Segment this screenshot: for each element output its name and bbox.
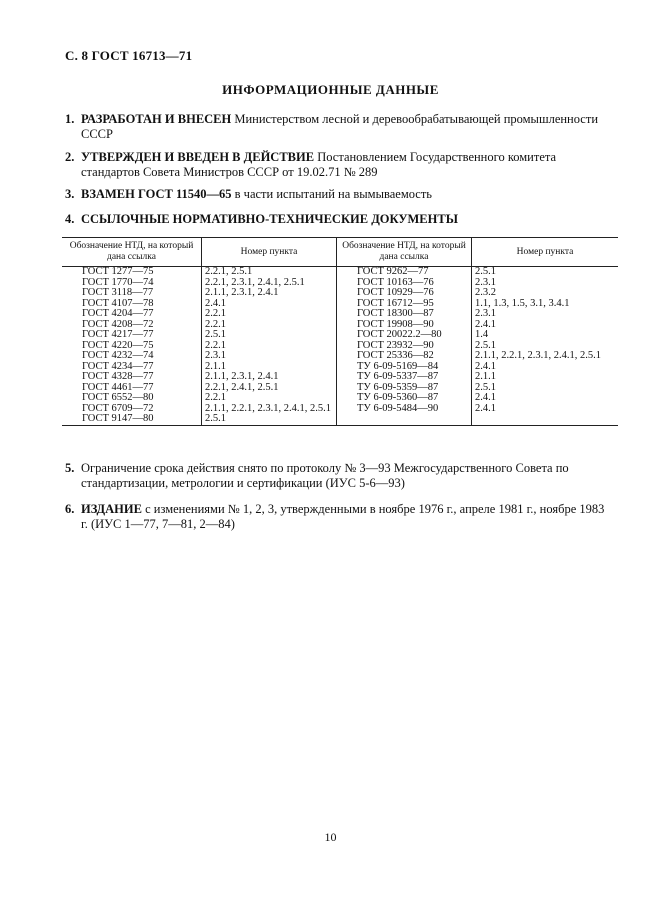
cell-doc: ГОСТ 23932—90 bbox=[337, 341, 472, 352]
cell-point: 2.5.1 bbox=[202, 414, 337, 425]
col-header-point: Номер пункта bbox=[202, 238, 337, 267]
info-item-6 bbox=[65, 502, 610, 532]
cell-doc: ГОСТ 3118—77 bbox=[82, 287, 154, 298]
table-row bbox=[62, 351, 618, 362]
cell-point bbox=[472, 414, 619, 425]
cell-doc: ТУ 6-09-5337—87 bbox=[337, 372, 472, 383]
cell-point: 1.4 bbox=[472, 330, 619, 341]
item-text: ССЫЛОЧНЫЕ НОРМАТИВНО-ТЕХНИЧЕСКИЕ ДОКУМЕНТЫ bbox=[81, 212, 458, 226]
table-row bbox=[62, 309, 618, 320]
item-text: РАЗРАБОТАН И ВНЕСЕН Министерством лесной и деревообрабатывающей промышленности СССР bbox=[81, 112, 599, 141]
cell-point: 2.4.1 bbox=[472, 404, 619, 415]
cell-point: 2.2.1 bbox=[202, 309, 337, 320]
cell-point: 2.2.1 bbox=[202, 320, 337, 331]
item-number: 2. bbox=[65, 150, 75, 164]
table-row bbox=[62, 288, 618, 299]
col-header-point: Номер пункта bbox=[472, 238, 619, 267]
cell-point: 2.4.1 bbox=[472, 320, 619, 331]
cell-point: 2.3.1 bbox=[472, 309, 619, 320]
item-number: 3. bbox=[65, 187, 75, 201]
cell-point: 2.5.1 bbox=[472, 341, 619, 352]
cell-doc: ГОСТ 4204—77 bbox=[82, 308, 154, 319]
cell-point: 1.1, 1.3, 1.5, 3.1, 3.4.1 bbox=[472, 299, 619, 310]
cell-doc: ГОСТ 4217—77 bbox=[82, 329, 154, 340]
item-number: 4. bbox=[65, 212, 75, 226]
page-header: С. 8 ГОСТ 16713—71 bbox=[65, 48, 193, 63]
cell-doc: ТУ 6-09-5484—90 bbox=[337, 404, 472, 415]
item-text: ВЗАМЕН ГОСТ 11540—65 в части испытаний на вымываемость bbox=[81, 187, 432, 201]
table-header-row bbox=[62, 238, 618, 267]
cell-doc: ГОСТ 4208—72 bbox=[82, 318, 154, 330]
cell-doc: ТУ 6-09-5360—87 bbox=[337, 393, 472, 404]
cell-doc: ГОСТ 4107—78 bbox=[82, 297, 154, 309]
cell-doc: ГОСТ 4461—77 bbox=[82, 381, 154, 393]
section-title: ИНФОРМАЦИОННЫЕ ДАННЫЕ bbox=[222, 82, 439, 97]
cell-point: 2.2.1 bbox=[202, 393, 337, 404]
cell-point: 2.5.1 bbox=[472, 383, 619, 394]
table-row bbox=[62, 414, 618, 425]
cell-doc: ТУ 6-09-5169—84 bbox=[337, 362, 472, 373]
cell-doc: ГОСТ 10163—76 bbox=[337, 278, 472, 289]
cell-doc: ГОСТ 25336—82 bbox=[337, 351, 472, 362]
table-row bbox=[62, 330, 618, 341]
cell-point: 2.3.1 bbox=[202, 351, 337, 362]
cell-point: 2.4.1 bbox=[472, 393, 619, 404]
item-number: 1. bbox=[65, 112, 75, 126]
cell-doc: ГОСТ 6552—80 bbox=[82, 392, 154, 403]
item-text: Ограничение срока действия снято по протоколу № 3—93 Межгосударственного Совета по стандартизации, метрологии и сертификации (ИУС 5-6—93) bbox=[81, 461, 569, 490]
cell-point: 2.2.1, 2.3.1, 2.4.1, 2.5.1 bbox=[202, 278, 337, 289]
cell-point: 2.4.1 bbox=[202, 299, 337, 310]
cell-doc: ГОСТ 16712—95 bbox=[337, 299, 472, 310]
cell-doc: ГОСТ 4232—74 bbox=[82, 350, 154, 361]
cell-point: 2.3.1 bbox=[472, 278, 619, 289]
info-item-1 bbox=[65, 112, 610, 142]
cell-doc bbox=[337, 414, 472, 425]
page-number: 10 bbox=[324, 830, 337, 844]
cell-point: 2.1.1, 2.2.1, 2.3.1, 2.4.1, 2.5.1 bbox=[472, 351, 619, 362]
cell-doc: ГОСТ 6709—72 bbox=[82, 402, 154, 414]
item-text: ИЗДАНИЕ с изменениями № 1, 2, 3, утвержденными в ноябре 1976 г., апреле 1981 г., ноябре 1983 г. (ИУС 1—77, 7—81, 2—84) bbox=[81, 502, 605, 531]
info-item-5 bbox=[65, 461, 610, 491]
info-item-3 bbox=[65, 187, 610, 202]
item-text: УТВЕРЖДЕН И ВВЕДЕН В ДЕЙСТВИЕ Постановлением Государственного комитета стандартов Совета Министров СССР от 19.02.71 № 289 bbox=[81, 150, 557, 179]
cell-doc: ГОСТ 9262—77 bbox=[337, 267, 472, 278]
item-number: 5. bbox=[65, 461, 75, 475]
cell-doc: ГОСТ 4220—75 bbox=[82, 339, 154, 351]
cell-point: 2.2.1, 2.5.1 bbox=[202, 267, 337, 278]
references-table bbox=[62, 237, 618, 426]
table-row bbox=[62, 393, 618, 404]
cell-doc: ГОСТ 10929—76 bbox=[337, 288, 472, 299]
cell-doc: ГОСТ 19908—90 bbox=[337, 320, 472, 331]
cell-doc: ГОСТ 1770—74 bbox=[82, 276, 154, 288]
cell-point: 2.1.1, 2.2.1, 2.3.1, 2.4.1, 2.5.1 bbox=[202, 404, 337, 415]
cell-doc: ГОСТ 18300—87 bbox=[337, 309, 472, 320]
item-number: 6. bbox=[65, 502, 75, 516]
cell-doc: ГОСТ 9147—80 bbox=[62, 414, 202, 425]
table-row bbox=[62, 267, 618, 278]
cell-point: 2.2.1 bbox=[202, 341, 337, 352]
cell-doc: ГОСТ 1277—75 bbox=[82, 266, 154, 277]
info-item-2 bbox=[65, 150, 610, 180]
info-item-4 bbox=[65, 212, 610, 227]
cell-point: 2.1.1, 2.3.1, 2.4.1 bbox=[202, 288, 337, 299]
table-row bbox=[62, 372, 618, 383]
cell-doc: ГОСТ 4234—77 bbox=[82, 360, 154, 372]
cell-point: 2.5.1 bbox=[472, 267, 619, 278]
cell-point: 2.1.1 bbox=[202, 362, 337, 373]
cell-point: 2.1.1, 2.3.1, 2.4.1 bbox=[202, 372, 337, 383]
cell-point: 2.1.1 bbox=[472, 372, 619, 383]
cell-point: 2.2.1, 2.4.1, 2.5.1 bbox=[202, 383, 337, 394]
references-body bbox=[62, 267, 618, 426]
cell-point: 2.5.1 bbox=[202, 330, 337, 341]
cell-doc: ГОСТ 20022.2—80 bbox=[337, 330, 472, 341]
cell-point: 2.4.1 bbox=[472, 362, 619, 373]
cell-doc: ТУ 6-09-5359—87 bbox=[337, 383, 472, 394]
cell-point: 2.3.2 bbox=[472, 288, 619, 299]
cell-doc: ГОСТ 4328—77 bbox=[82, 371, 154, 382]
col-header-doc: Обозначение НТД, на который дана ссылка bbox=[62, 238, 202, 267]
col-header-doc: Обозначение НТД, на который дана ссылка bbox=[337, 238, 472, 267]
